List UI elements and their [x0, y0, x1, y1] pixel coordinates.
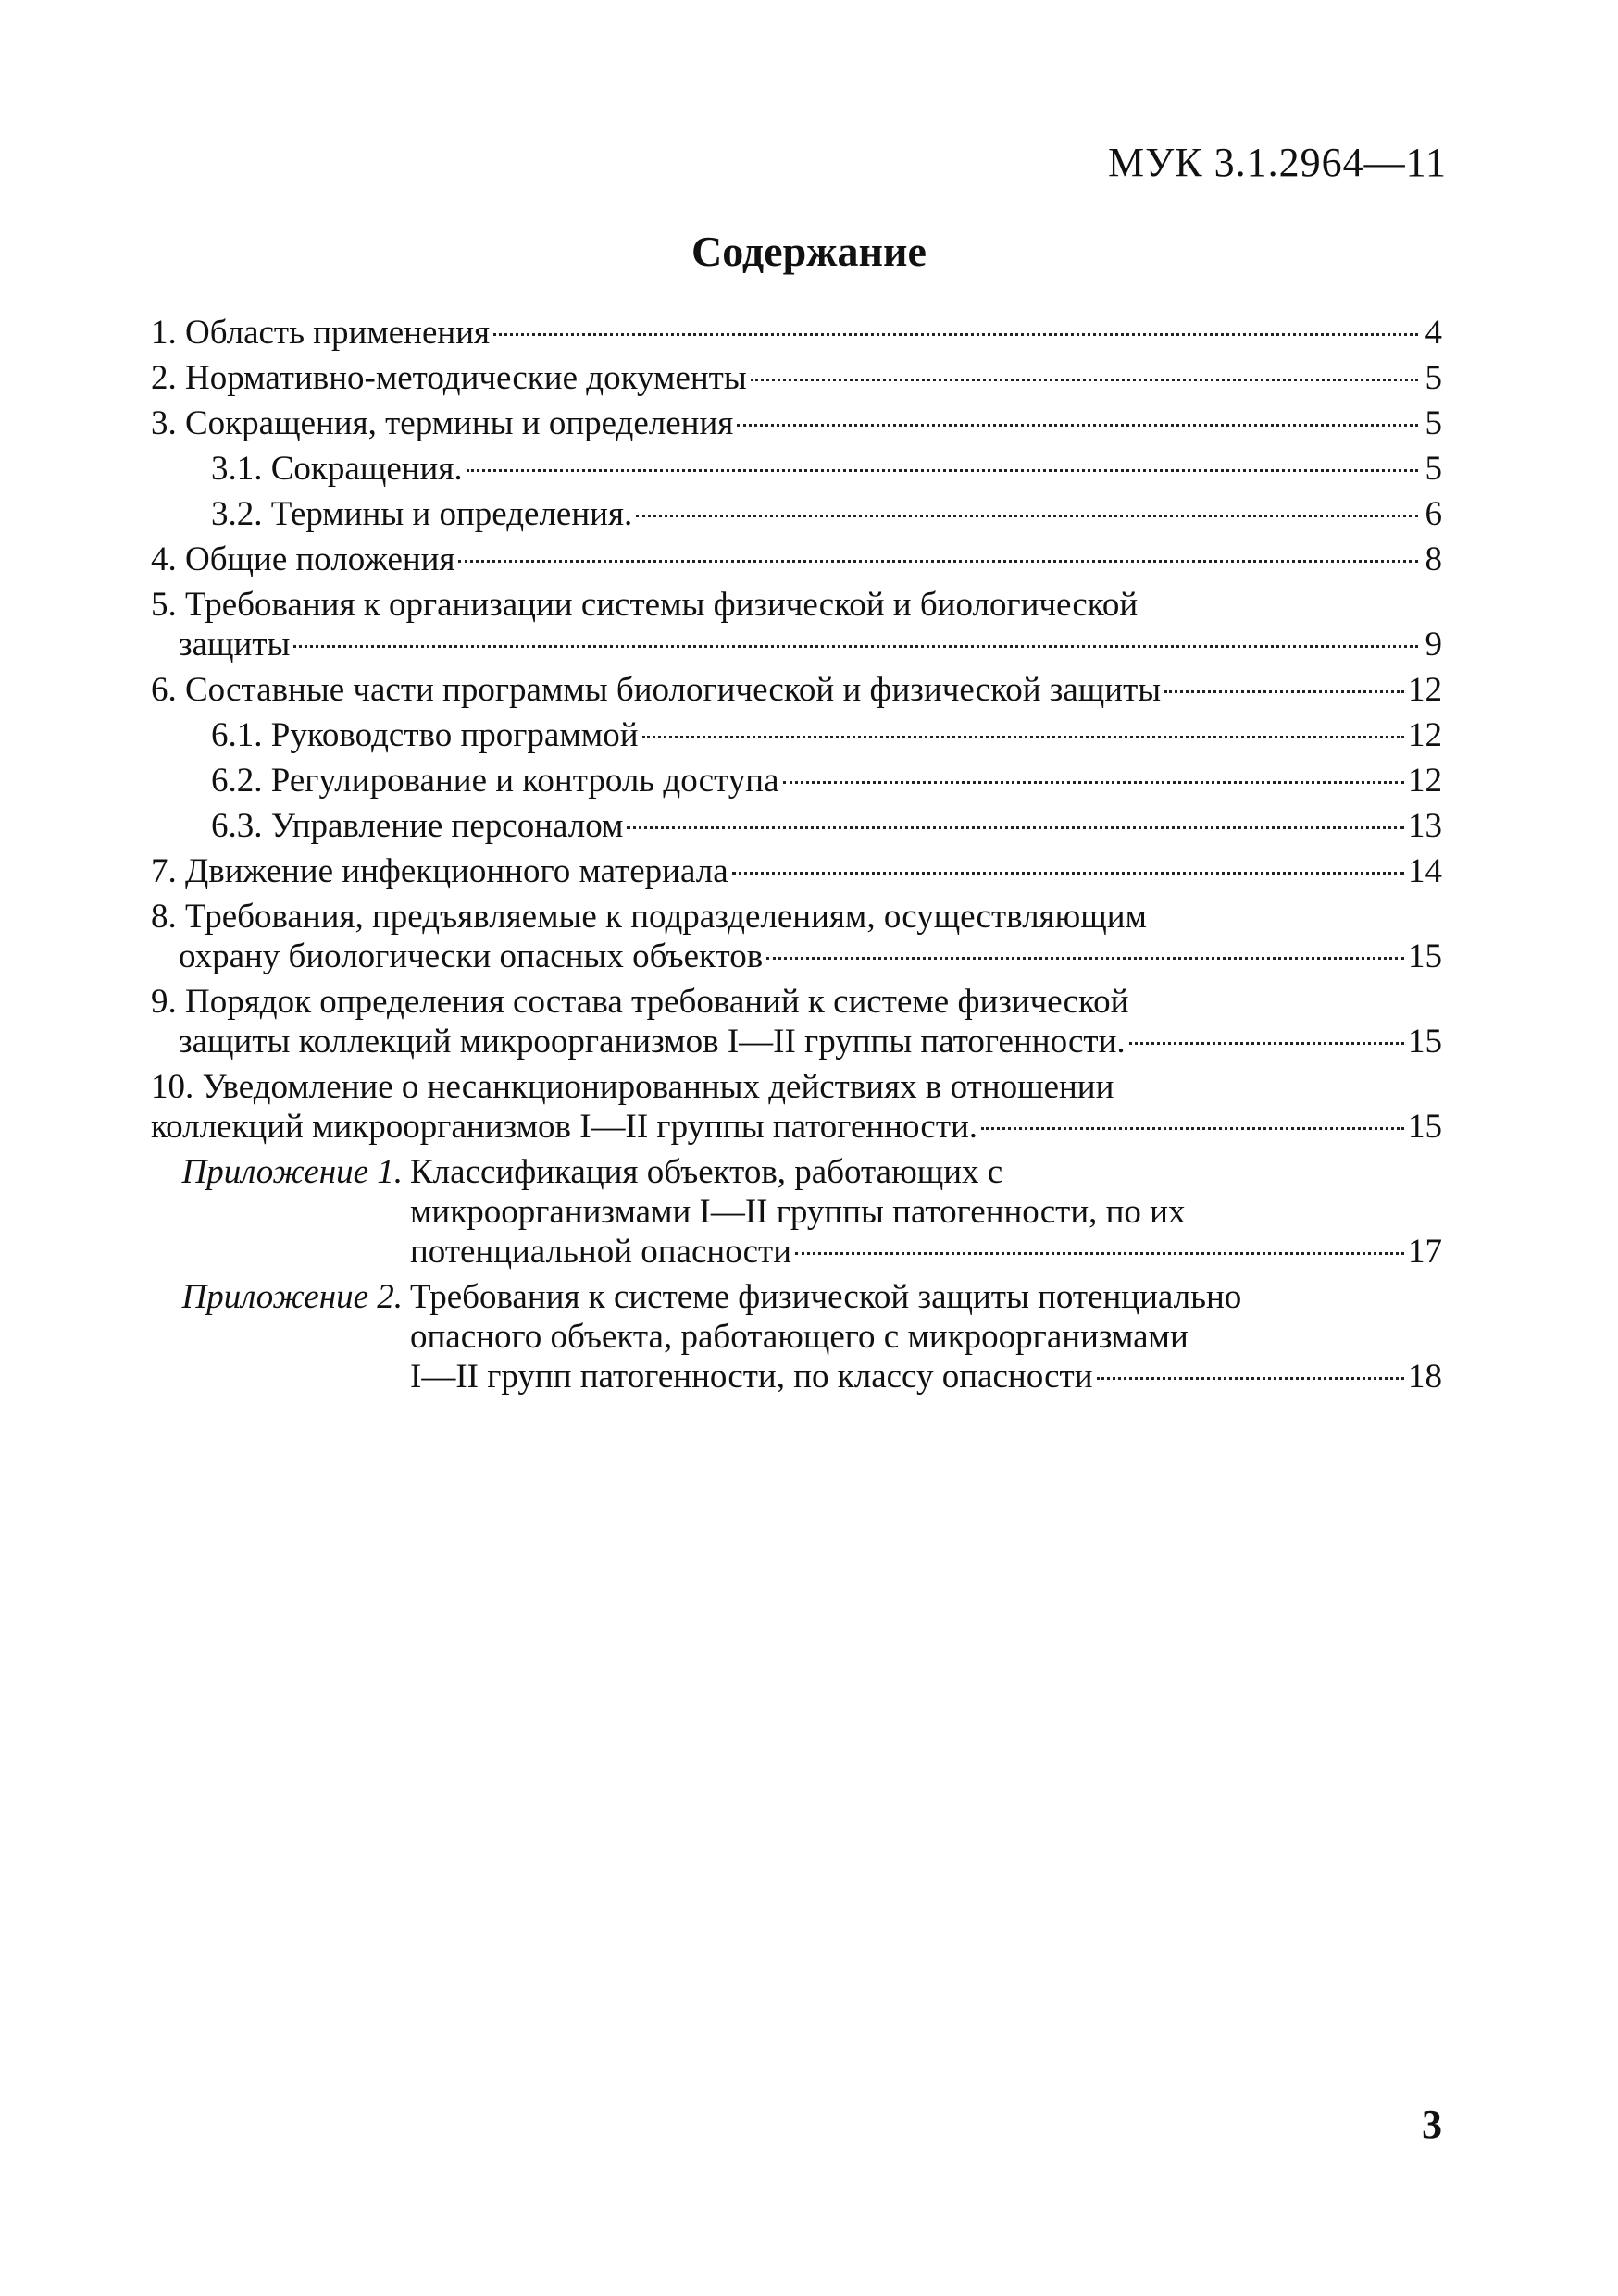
toc-entry[interactable] [151, 585, 1442, 664]
toc-entry-body [410, 1277, 1442, 1396]
toc-entry-line: Требования к системе физической защиты потенциально [410, 1278, 1242, 1316]
toc-entry-body [211, 449, 1442, 489]
toc-entry-text: охрану биологически опасных объектов [179, 937, 764, 975]
toc-entry-text: защиты коллекций микроорганизмов I—II группы патогенности. [179, 1023, 1126, 1061]
toc-page-number: 12 [1408, 671, 1442, 709]
toc-page-number: 13 [1408, 807, 1442, 845]
toc-entry-body [410, 1152, 1442, 1272]
leader-dots [732, 872, 1404, 875]
toc-entry-last-line [151, 1022, 1442, 1061]
toc-entry-body [211, 494, 1442, 534]
toc-page-number: 5 [1425, 450, 1442, 488]
toc-entry[interactable] [151, 449, 1442, 489]
toc-page-number: 12 [1408, 762, 1442, 800]
toc-entry-last-line [151, 313, 1442, 353]
toc-entry-text: 1. Область применения [151, 314, 491, 352]
toc-page-number: 15 [1408, 1023, 1442, 1061]
leader-dots [1129, 1042, 1404, 1045]
toc-page-number: 15 [1408, 1108, 1442, 1146]
toc-page-number: 9 [1425, 626, 1442, 664]
toc-entry-last-line [151, 403, 1442, 443]
toc-entry-last-line [211, 715, 1442, 755]
toc-entry[interactable] [151, 715, 1442, 755]
toc-entry[interactable] [151, 1067, 1442, 1147]
toc-page-number: 14 [1408, 852, 1442, 890]
toc-entry[interactable] [151, 897, 1442, 976]
toc-entry-body [211, 761, 1442, 800]
toc-entry[interactable] [151, 806, 1442, 846]
leader-dots [981, 1127, 1404, 1130]
toc-entry-last-line [151, 358, 1442, 398]
toc-entry-last-line [410, 1232, 1442, 1272]
leader-dots [467, 469, 1418, 472]
toc-entry[interactable] [151, 670, 1442, 710]
toc-entry-text: 3.1. Сокращения. [211, 450, 463, 488]
toc-entry-body [151, 897, 1442, 976]
toc-entry-line: опасного объекта, работающего с микроорганизмами [410, 1318, 1189, 1356]
toc-entry-last-line [151, 1107, 1442, 1147]
toc-entry-text: 6.2. Регулирование и контроль доступа [211, 762, 779, 800]
toc-entry-line: 9. Порядок определения состава требований к системе физической [151, 983, 1129, 1021]
toc-page-number: 18 [1408, 1358, 1442, 1396]
toc-entry-body [211, 715, 1442, 755]
toc-entry-body [151, 540, 1442, 579]
toc-page-number: 17 [1408, 1233, 1442, 1271]
toc-entry-body [151, 403, 1442, 443]
leader-dots [1164, 690, 1404, 693]
toc-entry-line: микроорганизмами I—II группы патогенности, по их [410, 1193, 1186, 1231]
toc-entry[interactable] [151, 761, 1442, 800]
leader-dots [795, 1252, 1404, 1255]
toc-entry-text: I—II групп патогенности, по классу опасности [410, 1358, 1093, 1396]
toc-entry[interactable] [151, 313, 1442, 353]
toc-entry-body [151, 851, 1442, 891]
toc-entry-line: 8. Требования, предъявляемые к подразделениям, осуществляющим [151, 898, 1147, 936]
toc-entry-last-line [211, 449, 1442, 489]
toc-entry-text: защиты [179, 626, 291, 664]
appendix-wrap [151, 1152, 1442, 1272]
toc-entry-last-line [151, 625, 1442, 664]
toc-entry[interactable] [151, 982, 1442, 1061]
leader-dots [458, 560, 1418, 563]
toc-title: Содержание [691, 228, 927, 275]
toc-entry-body [151, 585, 1442, 664]
toc-entry-text: коллекций микроорганизмов I—II группы патогенности. [151, 1108, 978, 1146]
document-code: МУК 3.1.2964—11 [1108, 140, 1447, 185]
toc-entry-body [151, 670, 1442, 710]
toc-entry-body [151, 358, 1442, 398]
toc-entry[interactable] [151, 851, 1442, 891]
appendix-label: Приложение 2. [181, 1278, 403, 1316]
toc-page-number: 15 [1408, 937, 1442, 975]
toc-entry-text: 2. Нормативно-методические документы [151, 359, 747, 397]
leader-dots [737, 424, 1418, 427]
toc-appendix-entry[interactable] [151, 1152, 1442, 1272]
leader-dots [636, 515, 1418, 517]
appendix-wrap [151, 1277, 1442, 1396]
page-number: 3 [1422, 2102, 1442, 2147]
toc-entry-body [151, 982, 1442, 1061]
toc-entry-line: 10. Уведомление о несанкционированных действиях в отношении [151, 1068, 1114, 1106]
toc-page-number: 5 [1425, 404, 1442, 442]
toc-entry-text: 6. Составные части программы биологической и физической защиты [151, 671, 1162, 709]
toc-page-number: 12 [1408, 716, 1442, 754]
toc-entry-text: 4. Общие положения [151, 540, 455, 578]
table-of-contents [151, 313, 1442, 1402]
leader-dots [642, 736, 1405, 738]
toc-entry-text: 3.2. Термины и определения. [211, 495, 633, 533]
toc-page-number: 5 [1425, 359, 1442, 397]
leader-dots [627, 826, 1404, 829]
toc-page-number: 8 [1425, 540, 1442, 578]
toc-appendix-entry[interactable] [151, 1277, 1442, 1396]
toc-entry[interactable] [151, 540, 1442, 579]
toc-entry-text: 6.1. Руководство программой [211, 716, 639, 754]
leader-dots [1097, 1377, 1404, 1380]
toc-entry-last-line [151, 937, 1442, 976]
toc-entry-line: 5. Требования к организации системы физической и биологической [151, 586, 1139, 624]
toc-entry-body [151, 313, 1442, 353]
toc-entry-text: 7. Движение инфекционного материала [151, 852, 728, 890]
toc-page-number: 4 [1425, 314, 1442, 352]
toc-entry[interactable] [151, 494, 1442, 534]
toc-entry-last-line [211, 806, 1442, 846]
appendix-label: Приложение 1. [181, 1153, 403, 1191]
toc-entry-text: потенциальной опасности [410, 1233, 792, 1271]
leader-dots [751, 379, 1418, 381]
toc-entry-line: Классификация объектов, работающих с [410, 1153, 1003, 1191]
leader-dots [783, 781, 1405, 784]
leader-dots [766, 957, 1404, 960]
toc-entry-last-line [211, 494, 1442, 534]
toc-entry-text: 6.3. Управление персоналом [211, 807, 624, 845]
toc-page-number: 6 [1425, 495, 1442, 533]
toc-entry-last-line [410, 1357, 1442, 1396]
toc-entry-body [151, 1067, 1442, 1147]
toc-entry-body [211, 806, 1442, 846]
toc-entry-last-line [151, 540, 1442, 579]
toc-entry-text: 3. Сокращения, термины и определения [151, 404, 734, 442]
toc-entry-last-line [151, 851, 1442, 891]
leader-dots [293, 645, 1418, 648]
toc-entry[interactable] [151, 403, 1442, 443]
toc-entry-last-line [211, 761, 1442, 800]
leader-dots [493, 333, 1418, 336]
toc-entry-last-line [151, 670, 1442, 710]
toc-entry[interactable] [151, 358, 1442, 398]
